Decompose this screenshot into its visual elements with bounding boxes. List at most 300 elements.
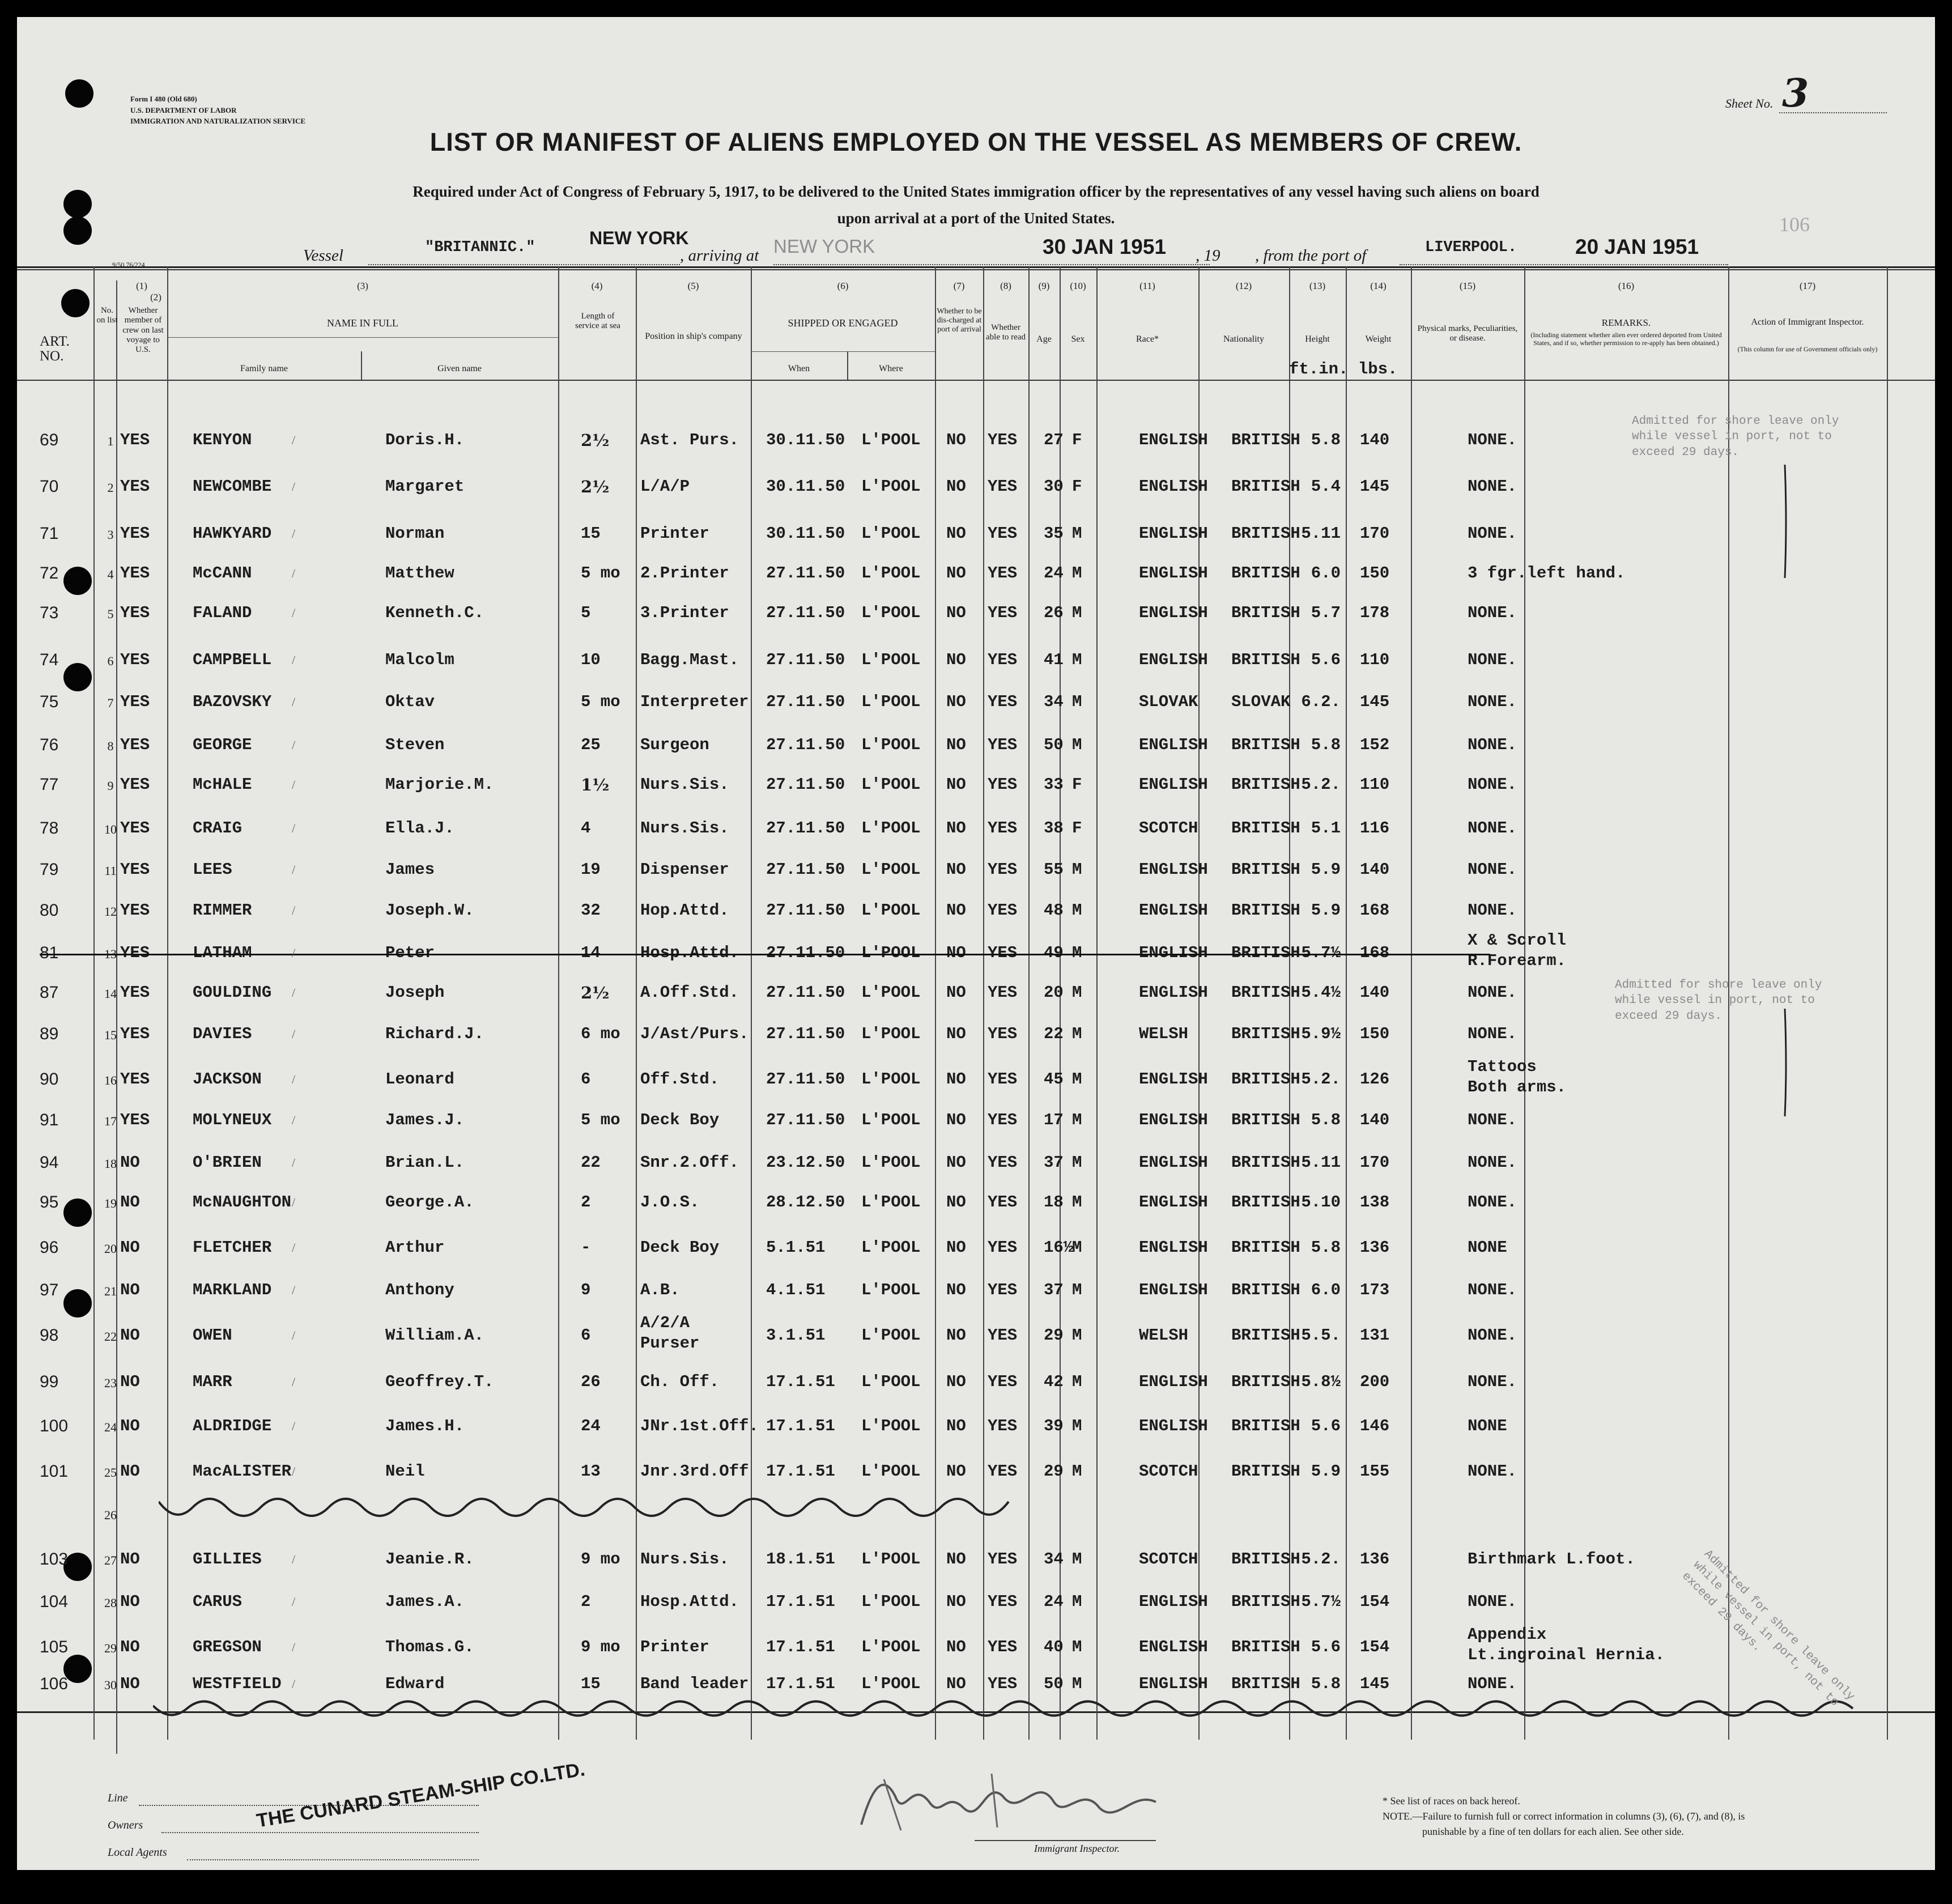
cell-read: YES xyxy=(988,1111,1018,1129)
cell-disch: NO xyxy=(946,1281,966,1299)
cell-given: James.A. xyxy=(385,1592,465,1611)
form-line: IMMIGRATION AND NATURALIZATION SERVICE xyxy=(130,117,306,125)
cell-no: 26 xyxy=(104,1508,117,1522)
cell-service: 5 xyxy=(581,604,591,622)
cell-marks: NONE. xyxy=(1468,1025,1517,1043)
cell-crew: YES xyxy=(120,1070,150,1089)
column-number: (1) xyxy=(136,280,147,291)
cell-marks: NONE. xyxy=(1468,1193,1517,1212)
cell-read: YES xyxy=(988,983,1018,1002)
cell-read: YES xyxy=(988,1238,1018,1257)
local-agents-label: Local Agents xyxy=(108,1846,167,1859)
cell-marks: NONE. xyxy=(1468,901,1517,920)
cell-read: YES xyxy=(988,1550,1018,1569)
cell-service: 10 xyxy=(581,651,601,669)
check-mark-icon: / xyxy=(292,1677,296,1691)
cell-height: 5.8 xyxy=(1311,736,1341,754)
cell-race: ENGLISH xyxy=(1139,604,1208,622)
cell-height: 5.4 xyxy=(1311,477,1341,496)
cell-weight: 170 xyxy=(1360,1153,1390,1172)
cell-when: 27.11.50 xyxy=(766,944,845,962)
cell-where: L'POOL xyxy=(861,860,921,879)
cell-nat: BRITISH xyxy=(1231,1111,1300,1129)
cell-when: 27.11.50 xyxy=(766,1070,845,1089)
cell-crew: YES xyxy=(120,819,150,838)
cell-disch: NO xyxy=(946,651,966,669)
cell-race: ENGLISH xyxy=(1139,1070,1208,1089)
inspector-signature-line xyxy=(975,1840,1156,1841)
cell-marks: NONE. xyxy=(1468,431,1517,449)
cell-sex: M xyxy=(1072,1674,1082,1693)
cell-height: 5.4½ xyxy=(1301,983,1341,1002)
punch-hole xyxy=(63,1198,92,1227)
cell-where: L'POOL xyxy=(861,1111,921,1129)
check-mark-icon: / xyxy=(292,946,296,960)
cell-marks-line-2: Lt.ingroinal Hernia. xyxy=(1468,1646,1665,1664)
cell-read: YES xyxy=(988,775,1018,794)
cell-when: 27.11.50 xyxy=(766,1025,845,1043)
cell-where: L'POOL xyxy=(861,944,921,962)
cell-art: 72 xyxy=(40,564,59,583)
cell-family: MARKLAND xyxy=(193,1281,272,1299)
cell-when: 27.11.50 xyxy=(766,651,845,669)
cell-race: ENGLISH xyxy=(1139,736,1208,754)
check-mark-icon: / xyxy=(292,566,296,580)
form-line: U.S. DEPARTMENT OF LABOR xyxy=(130,105,237,114)
header-position: Position in ship's company xyxy=(645,332,742,341)
cell-family: McCANN xyxy=(193,564,252,583)
header-height: Height xyxy=(1305,334,1330,344)
cell-service: 2 xyxy=(581,1592,591,1611)
cell-position: Nurs.Sis. xyxy=(640,819,729,838)
cell-service: 19 xyxy=(581,860,601,879)
cell-weight: 110 xyxy=(1360,775,1390,794)
cell-position: A.B. xyxy=(640,1281,680,1299)
cell-height: 5.9 xyxy=(1311,1462,1341,1481)
cell-service: 2½ xyxy=(581,477,610,496)
cell-given: Margaret xyxy=(385,477,465,496)
cell-height: 5.6 xyxy=(1311,1638,1341,1656)
header-given-name: Given name xyxy=(437,364,482,373)
column-number: (4) xyxy=(591,280,603,291)
cell-nat: BRITISH xyxy=(1231,1638,1300,1656)
cell-disch: NO xyxy=(946,901,966,920)
cell-sex: M xyxy=(1072,1238,1082,1257)
cell-art: 98 xyxy=(40,1326,59,1345)
cell-race: SCOTCH xyxy=(1139,1462,1198,1481)
cell-height: 6.0 xyxy=(1311,564,1341,583)
cell-crew: NO xyxy=(120,1638,140,1656)
header-remarks-note: (Including statement whether alien ever ordered deported from United States, and if so, whether permission to re-apply has been obtained.) xyxy=(1530,331,1722,347)
cell-age: 50 xyxy=(1044,736,1064,754)
cell-height: 5.9½ xyxy=(1301,1025,1341,1043)
cell-family: RIMMER xyxy=(193,901,252,920)
cell-service: 6 mo xyxy=(581,1025,620,1043)
check-mark-icon: / xyxy=(292,526,296,541)
cell-when: 17.1.51 xyxy=(766,1638,835,1656)
cell-service: 22 xyxy=(581,1153,601,1172)
cell-race: ENGLISH xyxy=(1139,477,1208,496)
vessel-label: Vessel xyxy=(303,246,343,265)
cell-art: 103 xyxy=(40,1550,69,1569)
cell-crew: YES xyxy=(120,1025,150,1043)
cell-where: L'POOL xyxy=(861,901,921,920)
cell-age: 40 xyxy=(1044,1638,1064,1656)
cell-family: OWEN xyxy=(193,1326,232,1345)
line-label: Line xyxy=(108,1792,128,1804)
cell-no: 10 xyxy=(104,822,117,836)
cell-when: 27.11.50 xyxy=(766,736,845,754)
cell-no: 9 xyxy=(107,779,114,793)
cell-disch: NO xyxy=(946,1462,966,1481)
cell-nat: BRITISH xyxy=(1231,775,1300,794)
cell-height: 5.7½ xyxy=(1301,1592,1341,1611)
cell-no: 2 xyxy=(107,481,114,495)
cell-nat: BRITISH xyxy=(1231,1462,1300,1481)
cell-nat: BRITISH xyxy=(1231,1153,1300,1172)
cell-given: Joseph.W. xyxy=(385,901,474,920)
vessel-line xyxy=(368,264,680,265)
column-rule xyxy=(1096,266,1098,1740)
cell-no: 3 xyxy=(107,528,114,542)
header-remarks: REMARKS. xyxy=(1601,317,1651,328)
cell-given: William.A. xyxy=(385,1326,484,1345)
cell-family: JACKSON xyxy=(193,1070,262,1089)
cell-disch: NO xyxy=(946,736,966,754)
cell-position: Interpreter xyxy=(640,692,749,711)
cell-read: YES xyxy=(988,819,1018,838)
cell-no: 11 xyxy=(104,864,117,878)
cell-given: Brian.L. xyxy=(385,1153,465,1172)
cell-marks: NONE. xyxy=(1468,1111,1517,1129)
cell-family: DAVIES xyxy=(193,1025,252,1043)
cell-art: 71 xyxy=(40,524,59,543)
cell-weight: 146 xyxy=(1360,1417,1390,1435)
cell-when: 27.11.50 xyxy=(766,819,845,838)
cell-when: 27.11.50 xyxy=(766,604,845,622)
cell-no: 22 xyxy=(104,1329,117,1344)
cell-race: ENGLISH xyxy=(1139,1153,1208,1172)
cell-where: L'POOL xyxy=(861,775,921,794)
cell-marks: NONE. xyxy=(1468,1462,1517,1481)
cell-service: 26 xyxy=(581,1372,601,1391)
cell-weight: 145 xyxy=(1360,477,1390,496)
cell-art: 75 xyxy=(40,692,59,711)
cell-race: ENGLISH xyxy=(1139,564,1208,583)
cell-weight: 173 xyxy=(1360,1281,1390,1299)
cell-service: 13 xyxy=(581,1462,601,1481)
note-races: * See list of races on back hereof. xyxy=(1383,1795,1520,1807)
cell-disch: NO xyxy=(946,1592,966,1611)
cell-marks: Birthmark L.foot. xyxy=(1468,1550,1635,1569)
cell-age: 18 xyxy=(1044,1193,1064,1212)
column-number: (14) xyxy=(1370,280,1387,291)
cell-position: A/2/A xyxy=(640,1314,690,1332)
cell-art: 96 xyxy=(40,1238,59,1257)
cell-given: Doris.H. xyxy=(385,431,465,449)
cell-height: 5.7½ xyxy=(1301,944,1341,962)
cell-disch: NO xyxy=(946,1238,966,1257)
cell-family: GILLIES xyxy=(193,1550,262,1569)
cell-service: - xyxy=(581,1238,591,1257)
cell-when: 5.1.51 xyxy=(766,1238,826,1257)
header-family-name: Family name xyxy=(240,364,288,373)
cell-crew: NO xyxy=(120,1462,140,1481)
cell-weight: 150 xyxy=(1360,564,1390,583)
name-subrule xyxy=(167,337,558,338)
cell-sex: M xyxy=(1072,736,1082,754)
cell-service: 15 xyxy=(581,1674,601,1693)
cell-marks: NONE. xyxy=(1468,983,1517,1002)
cell-race: ENGLISH xyxy=(1139,1281,1208,1299)
cell-family: GEORGE xyxy=(193,736,252,754)
cell-marks: NONE. xyxy=(1468,604,1517,622)
cell-crew: YES xyxy=(120,431,150,449)
cell-art: 105 xyxy=(40,1638,69,1656)
check-mark-icon: / xyxy=(292,1552,296,1566)
cell-sex: F xyxy=(1072,775,1082,794)
cell-no: 16 xyxy=(104,1073,117,1087)
cell-age: 45 xyxy=(1044,1070,1064,1089)
sheet-number-line xyxy=(1779,112,1887,113)
column-number: (12) xyxy=(1235,280,1252,291)
cell-height: 5.11 xyxy=(1301,1153,1341,1172)
sheet-number: 3 xyxy=(1782,71,1809,116)
cell-age: 16½ xyxy=(1044,1238,1074,1257)
cell-marks: NONE. xyxy=(1468,524,1517,543)
cell-sex: M xyxy=(1072,564,1082,583)
cell-age: 20 xyxy=(1044,983,1064,1002)
cell-art: 99 xyxy=(40,1372,59,1391)
cell-sex: M xyxy=(1072,604,1082,622)
cell-weight: 110 xyxy=(1360,651,1390,669)
end-of-list-squiggle xyxy=(153,1694,1887,1734)
header-weight: Weight xyxy=(1365,334,1392,344)
cell-nat: BRITISH xyxy=(1231,1550,1300,1569)
cell-given: Thomas.G. xyxy=(385,1638,474,1656)
cell-where: L'POOL xyxy=(861,477,921,496)
note-line-1: NOTE.—Failure to furnish full or correct information in columns (3), (6), (7), and (8), is xyxy=(1383,1810,1745,1822)
cell-art: 89 xyxy=(40,1025,59,1043)
cell-no: 8 xyxy=(107,739,114,753)
cell-nat: BRITISH xyxy=(1231,819,1300,838)
arriving-port-stamp: NEW YORK xyxy=(773,236,875,257)
cell-where: L'POOL xyxy=(861,651,921,669)
arriving-label: , arriving at xyxy=(680,246,759,265)
cell-read: YES xyxy=(988,1372,1018,1391)
cell-sex: M xyxy=(1072,901,1082,920)
column-rule xyxy=(1524,266,1525,1740)
cell-art: 106 xyxy=(40,1674,69,1693)
cell-weight: 168 xyxy=(1360,901,1390,920)
cell-age: 29 xyxy=(1044,1326,1064,1345)
cell-disch: NO xyxy=(946,1638,966,1656)
cell-crew: NO xyxy=(120,1326,140,1345)
header-nationality: Nationality xyxy=(1223,334,1264,344)
cell-position: Nurs.Sis. xyxy=(640,1550,729,1569)
column-number: (7) xyxy=(953,280,965,291)
cell-marks: 3 fgr.left hand. xyxy=(1468,564,1626,583)
cell-height: 5.9 xyxy=(1311,860,1341,879)
check-mark-icon: / xyxy=(292,1595,296,1609)
cell-art: 97 xyxy=(40,1281,59,1299)
cell-height: 5.2. xyxy=(1301,1070,1341,1089)
cell-age: 50 xyxy=(1044,1674,1064,1693)
cell-crew: YES xyxy=(120,692,150,711)
corner-number: 106 xyxy=(1779,213,1810,236)
cell-nat: BRITISH xyxy=(1231,1592,1300,1611)
column-number: (3) xyxy=(357,280,368,291)
cell-no: 29 xyxy=(104,1641,117,1655)
cell-position: Bagg.Mast. xyxy=(640,651,739,669)
cell-read: YES xyxy=(988,564,1018,583)
cell-nat: BRITISH xyxy=(1231,1417,1300,1435)
cell-where: L'POOL xyxy=(861,1674,921,1693)
cell-race: ENGLISH xyxy=(1139,524,1208,543)
cell-read: YES xyxy=(988,860,1018,879)
cell-sex: M xyxy=(1072,524,1082,543)
cell-marks: Appendix xyxy=(1468,1625,1547,1644)
header-race: Race* xyxy=(1136,334,1159,344)
cell-family: HAWKYARD xyxy=(193,524,272,543)
cell-when: 17.1.51 xyxy=(766,1417,835,1435)
cell-art: 94 xyxy=(40,1153,59,1172)
subtitle-line-2: upon arrival at a port of the United States. xyxy=(837,210,1115,227)
cell-no: 7 xyxy=(107,696,114,710)
cell-nat: BRITISH xyxy=(1231,564,1300,583)
cell-no: 25 xyxy=(104,1465,117,1480)
header-when: When xyxy=(788,364,810,373)
cell-read: YES xyxy=(988,1025,1018,1043)
column-rule xyxy=(1346,266,1347,1740)
cell-when: 30.11.50 xyxy=(766,524,845,543)
cell-position: Snr.2.Off. xyxy=(640,1153,739,1172)
cell-crew: YES xyxy=(120,477,150,496)
cell-when: 17.1.51 xyxy=(766,1372,835,1391)
cell-crew: YES xyxy=(120,604,150,622)
cell-when: 23.12.50 xyxy=(766,1153,845,1172)
cell-disch: NO xyxy=(946,983,966,1002)
cell-family: FLETCHER xyxy=(193,1238,272,1257)
cell-crew: YES xyxy=(120,1111,150,1129)
cell-weight: 154 xyxy=(1360,1592,1390,1611)
header-where: Where xyxy=(879,364,903,373)
cell-service: 5 mo xyxy=(581,1111,620,1129)
cell-no: 23 xyxy=(104,1376,117,1390)
cell-service: 9 mo xyxy=(581,1550,620,1569)
cell-art: 87 xyxy=(40,983,59,1002)
cell-marks: NONE. xyxy=(1468,775,1517,794)
cell-height: 5.10 xyxy=(1301,1193,1341,1212)
cell-weight: 140 xyxy=(1360,431,1390,449)
cell-nat: BRITISH xyxy=(1231,1238,1300,1257)
cell-nat: BRITISH xyxy=(1231,944,1300,962)
cell-no: 21 xyxy=(104,1284,117,1298)
cell-sex: M xyxy=(1072,1025,1082,1043)
cell-height: 5.8 xyxy=(1311,1111,1341,1129)
cell-weight: 116 xyxy=(1360,819,1390,838)
cell-art: 74 xyxy=(40,651,59,669)
cell-given: Leonard xyxy=(385,1070,454,1089)
owners-label: Owners xyxy=(108,1819,143,1831)
cell-race: ENGLISH xyxy=(1139,983,1208,1002)
cell-art: 90 xyxy=(40,1070,59,1089)
cell-family: LEES xyxy=(193,860,232,879)
cell-family: LATHAM xyxy=(193,944,252,962)
check-mark-icon: / xyxy=(292,985,296,1000)
cell-nat: BRITISH xyxy=(1231,1070,1300,1089)
cell-race: WELSH xyxy=(1139,1326,1189,1345)
cell-no: 19 xyxy=(104,1196,117,1210)
from-port-label: , from the port of xyxy=(1255,246,1367,265)
cell-when: 27.11.50 xyxy=(766,983,845,1002)
column-number: (16) xyxy=(1618,280,1635,291)
cell-disch: NO xyxy=(946,860,966,879)
cell-race: ENGLISH xyxy=(1139,1674,1208,1693)
cell-position: Deck Boy xyxy=(640,1238,720,1257)
cell-disch: NO xyxy=(946,524,966,543)
cell-race: ENGLISH xyxy=(1139,431,1208,449)
cell-height: 5.8 xyxy=(1311,1238,1341,1257)
cell-weight: 136 xyxy=(1360,1550,1390,1569)
cell-service: 2½ xyxy=(581,983,610,1002)
cell-position: 2.Printer xyxy=(640,564,729,583)
check-mark-icon: / xyxy=(292,1464,296,1478)
cell-position: 3.Printer xyxy=(640,604,729,622)
cell-age: 17 xyxy=(1044,1111,1064,1129)
cell-family: GOULDING xyxy=(193,983,272,1002)
cell-position: Dispenser xyxy=(640,860,729,879)
cell-where: L'POOL xyxy=(861,1193,921,1212)
cell-weight: 145 xyxy=(1360,1674,1390,1693)
cell-service: 4 xyxy=(581,819,591,838)
from-port: LIVERPOOL. xyxy=(1425,239,1517,256)
cell-age: 22 xyxy=(1044,1025,1064,1043)
cell-weight: 168 xyxy=(1360,944,1390,962)
cell-disch: NO xyxy=(946,477,966,496)
vessel-stamp: NEW YORK xyxy=(589,228,689,248)
cell-when: 4.1.51 xyxy=(766,1281,826,1299)
cell-family: WESTFIELD xyxy=(193,1674,282,1693)
cell-where: L'POOL xyxy=(861,1550,921,1569)
cell-crew: NO xyxy=(120,1674,140,1693)
check-mark-icon: / xyxy=(292,653,296,667)
cell-family: CARUS xyxy=(193,1592,243,1611)
cell-when: 17.1.51 xyxy=(766,1674,835,1693)
cell-crew: NO xyxy=(120,1238,140,1257)
shore-leave-stamp-rotated: Admitted for shore leave only while vessel in port, not to exceed 29 days. xyxy=(1679,1548,1857,1710)
cell-weight: 131 xyxy=(1360,1326,1390,1345)
check-mark-icon: / xyxy=(292,1027,296,1041)
cell-crew: YES xyxy=(120,860,150,879)
cell-art: 73 xyxy=(40,604,59,622)
cell-height: 5.8 xyxy=(1311,1674,1341,1693)
cell-disch: NO xyxy=(946,1193,966,1212)
cell-when: 18.1.51 xyxy=(766,1550,835,1569)
punch-hole xyxy=(63,663,92,691)
check-mark-icon: / xyxy=(292,862,296,877)
cell-disch: NO xyxy=(946,1674,966,1693)
cell-age: 37 xyxy=(1044,1281,1064,1299)
cell-given: Norman xyxy=(385,524,445,543)
cell-read: YES xyxy=(988,1417,1018,1435)
cell-service: 5 mo xyxy=(581,564,620,583)
cell-when: 27.11.50 xyxy=(766,901,845,920)
cell-family: ALDRIDGE xyxy=(193,1417,272,1435)
cell-nat: BRITISH xyxy=(1231,477,1300,496)
table-top-rule-2 xyxy=(17,269,1935,270)
cell-age: 48 xyxy=(1044,901,1064,920)
